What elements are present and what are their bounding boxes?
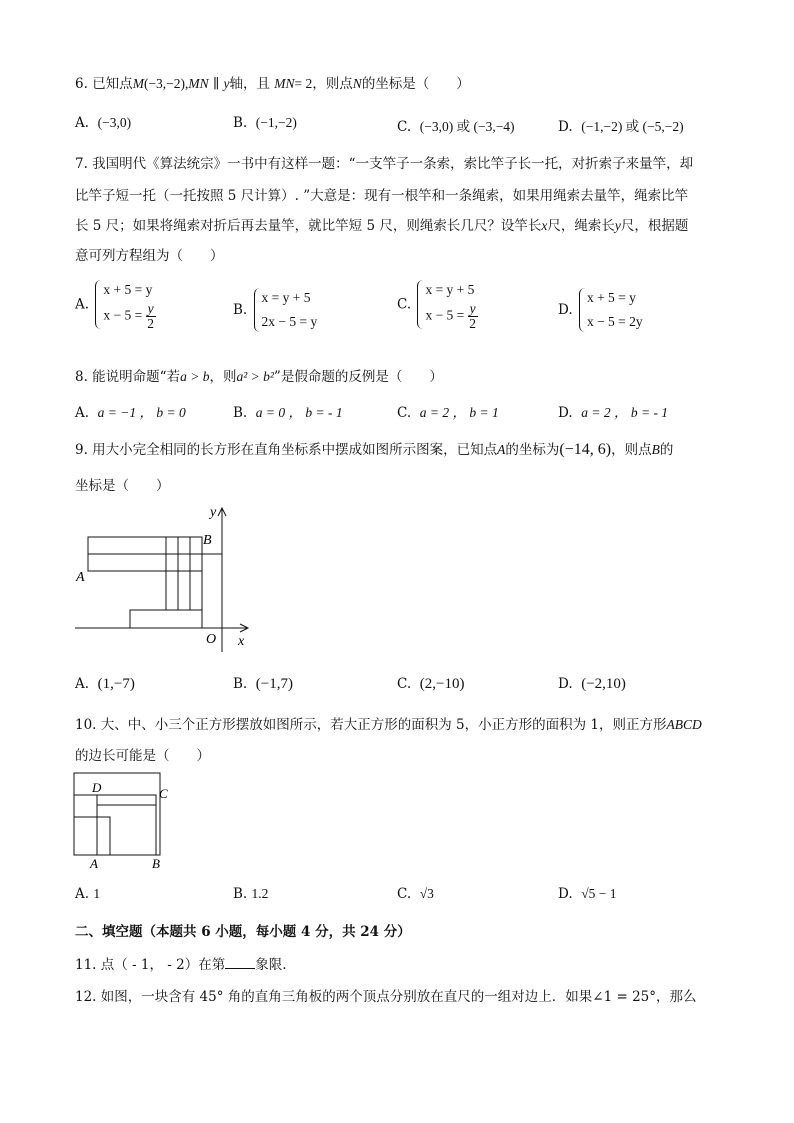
rect-vertical-3 (190, 537, 202, 610)
q8-option-d: D. a = 2 ， b = - 1 (558, 405, 669, 421)
rect-vertical-1 (166, 537, 178, 610)
rect-right-vertical (202, 554, 222, 628)
q7-line-4: 意可列方程组为（ ） (75, 248, 224, 264)
q11-answer-blank[interactable] (225, 956, 255, 969)
label-point-a: A (76, 570, 85, 585)
q9-line-1: 9. 用大小完全相同的长方形在直角坐标系中摆成如图所示图案，已知点A的坐标为(−14, 6)，则点B的 (75, 441, 674, 458)
q10-option-d: D. √5 − 1 (558, 886, 617, 902)
q7-line-1: 7. 我国明代《算法统宗》一书中有这样一题：“一支竿子一条索，索比竿子长一托，对折索子来量竿，却 (75, 156, 694, 172)
q6-option-a: A. (−3,0) (75, 115, 132, 131)
rect-top-horizontal (88, 537, 202, 554)
large-square (74, 773, 160, 855)
q10-figure (70, 770, 180, 870)
q7-option-a: A. x + 5 = y x − 5 = $\frac{y}{2}$ (75, 278, 156, 331)
q9-option-a: A. (1,−7) (75, 676, 135, 692)
q10-line-1: 10. 大、中、小三个正方形摆放如图所示，若大正方形的面积为 5，小正方形的面积为 1，则正方形ABCD (75, 717, 702, 733)
q9-option-b: B. (−1,7) (233, 676, 293, 692)
q7-line-2: 比竿子短一托（一托按照 5 尺计算）. ”大意是：现有一根竿和一条绳索，如果用绳索去量竿，绳索比竿 (75, 188, 689, 204)
q8-option-b: B. a = 0 ， b = - 1 (233, 405, 343, 421)
q8-stem: 8. 能说明命题“若a > b，则a² > b²”是假命题的反例是（ ） (75, 369, 443, 385)
q7-line-3: 长 5 尺；如果将绳索对折后再去量竿，就比竿短 5 尺，则绳索长几尺？设竿长x尺，绳索长y尺，根据题 (75, 218, 689, 234)
small-square (74, 817, 110, 855)
q11-stem: 11. 点（ - 1， - 2）在第 象限. (75, 957, 287, 973)
q10-option-a: A. 1 (75, 886, 101, 902)
rect-second-horizontal (88, 554, 202, 571)
q6-option-b: B. (−1,−2) (233, 115, 297, 131)
q6-option-c: C. (−3,0) 或 (−3,−4) (397, 119, 515, 135)
q6-option-d: D. (−1,−2) 或 (−5,−2) (558, 119, 684, 135)
q7-option-b: B. x = y + 5 2x − 5 = y (233, 286, 317, 334)
label-point-b: B (203, 533, 212, 548)
label-d: D (92, 780, 102, 795)
rect-vertical-2 (178, 537, 190, 610)
q10-option-c: C. √3 (397, 886, 434, 902)
label-b: B (152, 856, 160, 870)
label-a: A (90, 856, 98, 870)
square-abcd (74, 795, 156, 855)
q9-line-2: 坐标是（ ） (75, 478, 170, 494)
q10-line-2: 的边长可能是（ ） (75, 748, 210, 764)
q9-figure (70, 502, 260, 657)
label-c: C (159, 786, 168, 801)
q10-option-b: B. 1.2 (233, 886, 269, 902)
rect-bottom-horizontal (130, 610, 202, 628)
label-origin: O (206, 632, 217, 647)
q8-option-a: A. a = −1 ， b = 0 (75, 405, 186, 421)
q8-option-c: C. a = 2 ， b = 1 (397, 405, 499, 421)
q6-stem: 6. 已知点M(−3,−2),MN ∥ y轴，且 MN= 2，则点N的坐标是（ ） (75, 76, 470, 92)
label-x: x (238, 634, 245, 649)
q7-option-d: D. x + 5 = y x − 5 = 2y (558, 286, 643, 334)
label-y: y (210, 505, 217, 520)
section-2-heading: 二、填空题（本题共 6 小题，每小题 4 分，共 24 分） (75, 924, 411, 940)
q12-stem: 12. 如图，一块含有 45° 角的直角三角板的两个顶点分别放在直尺的一组对边上．如果∠1 = 25°，那么 (75, 989, 697, 1005)
q9-option-d: D. (−2,10) (558, 676, 626, 692)
q9-option-c: C. (2,−10) (397, 676, 465, 692)
q7-option-c: C. x = y + 5 x − 5 = $\frac{y}{2}$ (397, 278, 478, 331)
